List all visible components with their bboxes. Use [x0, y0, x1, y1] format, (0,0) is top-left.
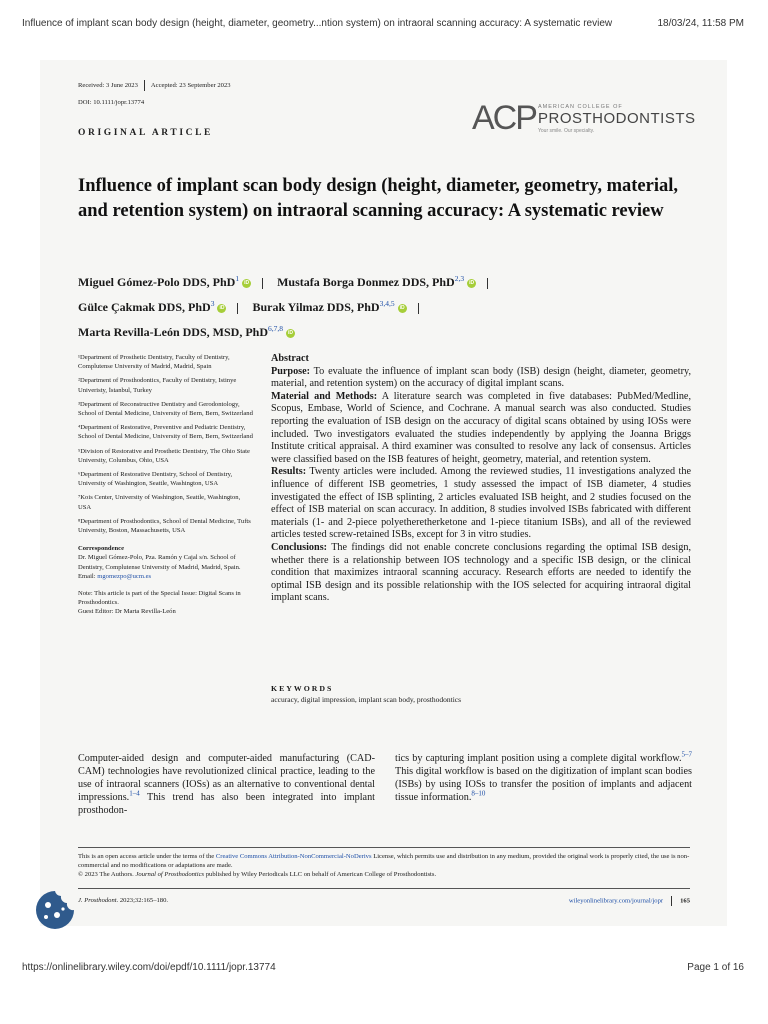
abstract-conclusions — [271, 542, 691, 605]
author-affil-ref[interactable]: 3,4,5 — [379, 299, 395, 308]
print-header-datetime: 18/03/24, 11:58 PM — [657, 18, 744, 29]
abstract-methods — [271, 391, 691, 467]
abstract-label: Material and Methods: — [271, 390, 378, 402]
acp-logo-mark: ACP — [472, 99, 536, 137]
abstract-purpose — [271, 366, 691, 391]
author-name: Marta Revilla-León DDS, MSD, PhD — [78, 325, 268, 339]
footer-journal: J. Prosthodont. — [78, 897, 119, 904]
author-affil-ref[interactable]: 2,3 — [454, 274, 465, 283]
note-line: Note: This article is part of the Special Issue: Digital Scans in Prosthodontics. — [78, 590, 241, 607]
keywords — [271, 684, 691, 704]
affiliation: ¹Department of Prosthetic Dentistry, Faculty of Dentistry, Complutense University of Madrid, Madrid, Spain — [78, 354, 230, 371]
acp-logo-tagline: Your smile. Our specialty. — [538, 128, 595, 134]
divider — [671, 896, 672, 906]
orcid-icon[interactable]: iD — [399, 304, 405, 311]
correspondence-heading: Correspondence — [78, 545, 125, 553]
copyright-text — [78, 870, 690, 879]
keywords-list: accuracy, digital impression, implant scan body, prosthodontics — [271, 695, 462, 704]
author-affil-ref[interactable]: 1 — [235, 274, 240, 283]
author — [277, 275, 476, 289]
copyright-pre: © 2023 The Authors. — [78, 871, 136, 879]
abstract-text: The findings did not enable concrete conclusions regarding the optimal ISB design, whether there is a relationship between IOS technology and a specific ISB design, or the clinical condition that maximizes intraoral scanning accuracy. Research efforts are needed to identify the optimal ISB design and its possible relationship with the IOS selected for acquiring intraoral digital implant scans. — [271, 541, 691, 604]
abstract-label: Purpose: — [271, 365, 311, 377]
article-type: ORIGINAL ARTICLE — [78, 128, 213, 138]
abstract-text: A literature search was completed in five databases: PubMed/Medline, Scopus, Embase, World of Science, and Cochrane. A manual search was also conducted. Studies reporting the evaluation of ISB design on the accuracy of digital scans obtained by using IOSs were included. Two investigators evaluated the studies independently by applying the Joanna Briggs Institute critical appraisal. A third examiner was consulted to resolve any lack of consensus. Articles were classified based on the ISB features of height, geometry, material, and retention system. — [271, 390, 691, 465]
author-name: Burak Yilmaz DDS, PhD — [252, 300, 380, 314]
citation-link[interactable]: 5–7 — [681, 750, 692, 759]
doi: DOI: 10.1111/jopr.13774 — [78, 99, 145, 106]
pdf-page — [40, 60, 727, 926]
body-text: tics by capturing implant position using a complete digital workflow. — [395, 753, 682, 764]
license-post: License, which permits use and distribution in any medium, provided the original work is properly cited, the use is non-commercial and no modifications or adaptations are made. — [78, 853, 690, 870]
affiliation: ⁶Department of Restorative Dentistry, School of Dentistry, University of Washington, Seattle, Washington, USA — [78, 471, 233, 488]
affiliation: ²Department of Prosthodontics, Faculty of Dentistry, Istinye Univeristy, İstanbul, Turkey — [78, 377, 237, 394]
citation-link[interactable]: 8–10 — [471, 789, 486, 798]
browser-print-footer — [0, 956, 768, 986]
footer-citation-text: 2023;32:165–180. — [118, 897, 169, 904]
abstract — [271, 353, 691, 605]
footer-right — [495, 896, 690, 906]
license-pre: This is an open access article under the terms of the — [78, 853, 216, 860]
article-title: Influence of implant scan body design (height, diameter, geometry, material, and retention system) on intraoral scanning accuracy: A systematic review — [78, 176, 679, 221]
license-statement — [78, 847, 690, 880]
email-label: Email: — [78, 572, 98, 580]
acp-logo-small-text: AMERICAN COLLEGE OF — [538, 104, 623, 110]
accepted-date: Accepted: 23 September 2023 — [150, 82, 231, 90]
orcid-icon[interactable]: iD — [469, 279, 475, 286]
received-dates — [78, 80, 231, 91]
correspondence-text: Dr. Miguel Gómez-Polo, Pza. Ramón y Cajal s/n. School of Dentistry, Complutense University of Madrid, Madrid, Spain. — [78, 554, 241, 571]
orcid-icon[interactable]: iD — [287, 329, 293, 336]
correspondence-email-line — [78, 572, 253, 581]
special-issue-note — [78, 589, 253, 617]
body-text: This trend has also been integrated into implant prosthodon- — [78, 792, 375, 816]
orcid-icon[interactable]: iD — [244, 279, 250, 286]
print-footer-page: Page 1 of 16 — [687, 962, 744, 973]
orcid-icon[interactable]: iD — [219, 304, 225, 311]
page-number: 165 — [680, 897, 690, 905]
author-list — [78, 268, 698, 343]
abstract-results — [271, 466, 691, 542]
author — [78, 325, 295, 339]
footer-divider — [78, 888, 690, 889]
keywords-heading: KEYWORDS — [271, 684, 334, 693]
license-text — [78, 852, 690, 870]
divider — [144, 80, 145, 91]
body-column-right — [395, 752, 692, 804]
citation-link[interactable]: 1–4 — [129, 789, 140, 798]
footer-citation — [78, 896, 168, 905]
divider — [237, 303, 238, 314]
body-text: Computer-aided design and computer-aided manufacturing (CAD-CAM) technologies have revolutionized clinical practice, leading to the use of intraoral scanners (IOSs) as an alternative to conventional dental impressions. — [78, 753, 375, 803]
print-footer-url: https://onlinelibrary.wiley.com/doi/epdf/10.1111/jopr.13774 — [22, 962, 276, 973]
journal-name: Journal of Prosthodontics — [135, 871, 205, 879]
cookie-icon[interactable] — [30, 885, 80, 935]
author-affil-ref[interactable]: 3 — [210, 299, 215, 308]
divider — [262, 278, 263, 289]
note-line: Guest Editor: Dr Marta Revilla-León — [78, 608, 176, 616]
copyright-post: published by Wiley Periodicals LLC on behalf of American College of Prosthodontists. — [204, 871, 437, 879]
author-affil-ref[interactable]: 6,7,8 — [267, 324, 283, 333]
author-name: Miguel Gómez-Polo DDS, PhD — [78, 275, 236, 289]
abstract-text: To evaluate the influence of implant scan body (ISB) design (height, diameter, geometry, material, and retention system) on the accuracy of digital implant scans. — [271, 365, 691, 390]
abstract-label: Conclusions: — [271, 541, 328, 553]
divider — [418, 303, 419, 314]
author-name: Mustafa Borga Donmez DDS, PhD — [277, 275, 455, 289]
affiliation: ⁴Department of Restorative, Preventive and Pediatric Dentistry, School of Dental Medicine, University of Bern, Bern, Switzerland — [78, 424, 253, 441]
divider — [487, 278, 488, 289]
license-link[interactable]: Creative Commons Attribution-NonCommercial-NoDerivs — [215, 853, 372, 860]
body-column-left — [78, 752, 375, 817]
author — [78, 300, 226, 314]
acp-logo — [472, 99, 696, 140]
affiliation: ³Department of Reconstructive Dentistry and Gerodontology, School of Dental Medicine, University of Bern, Bern, Switzerland — [78, 400, 253, 418]
affiliations-column — [78, 353, 253, 617]
affiliation: ⁵Division of Restorative and Prosthetic Dentistry, The Ohio State University, Columbus, Ohio, USA — [78, 447, 250, 464]
affiliation: ⁷Kois Center, University of Washington, Seattle, Washington, USA — [78, 494, 241, 511]
browser-print-header — [0, 0, 768, 48]
author — [252, 300, 406, 314]
author-name: Gülce Çakmak DDS, PhD — [78, 300, 211, 314]
acp-logo-big-text: PROSTHODONTISTS — [538, 110, 696, 127]
abstract-label: Results: — [271, 466, 307, 478]
abstract-text: Twenty articles were included. Among the reviewed studies, 11 investigations analyzed the influence of different ISB geometries, 1 study assessed the impact of ISB diameter, 4 studies investigated the effect of ISB splinting, 2 articles evaluated ISB height, and 2 studies focused on the effect of ISB material on scan accuracy. In addition, 8 studies involved ISBs fabricated with different materials (1- and 2-piece polyetheretherketone and 1-piece titanium ISBs), and all of the reviewed articles tested screw-retained ISBs, except for 3 in vitro studies. — [271, 466, 691, 541]
print-header-title: Influence of implant scan body design (height, diameter, geometry...ntion system) on intraoral scanning accuracy: A systematic review — [22, 18, 613, 29]
abstract-heading: Abstract — [271, 353, 309, 364]
affiliation: ⁸Department of Prosthodontics, School of Dental Medicine, Tufts University, Boston, Massachusetts, USA — [78, 517, 251, 535]
received-date: Received: 3 June 2023 — [78, 82, 138, 90]
email-link[interactable]: mgomezpo@ucm.es — [97, 572, 152, 580]
correspondence — [78, 544, 253, 581]
journal-url-link[interactable]: wileyonlinelibrary.com/journal/jopr — [568, 897, 664, 905]
body-text: This digital workflow is based on the digitization of implant scan bodies (ISBs) by using IOSs to transfer the position of implants and adjacent tissue information. — [395, 766, 692, 803]
author — [78, 275, 251, 289]
